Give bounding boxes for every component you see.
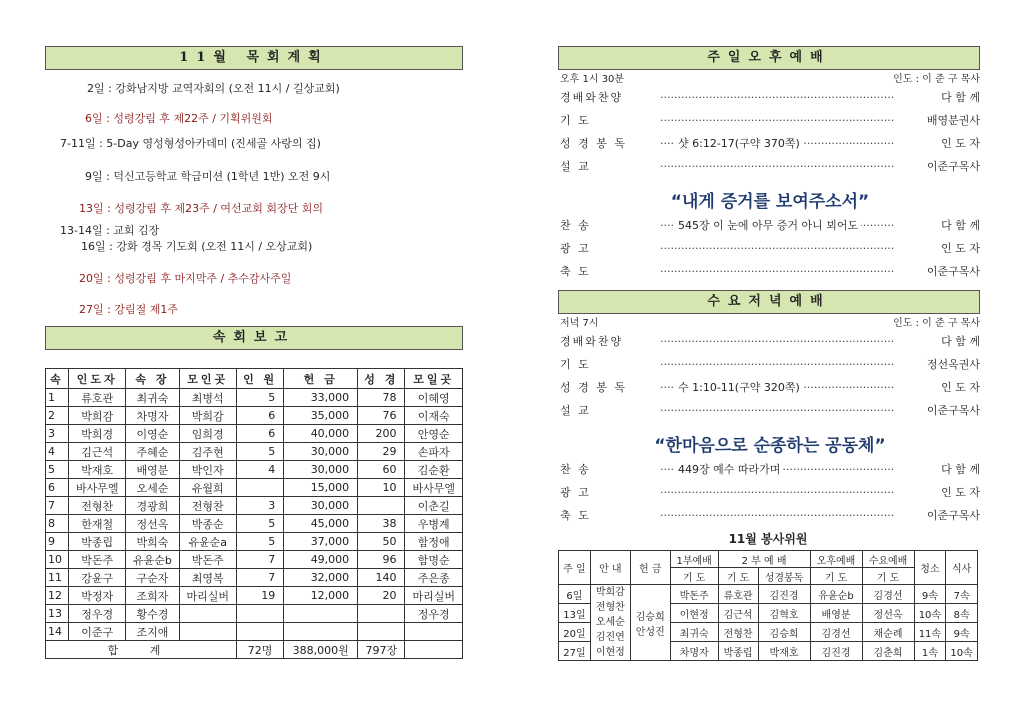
service-head: 헌 금 (630, 551, 670, 585)
report-cell: 4 (46, 443, 69, 461)
dot-leader (660, 485, 895, 501)
dot-leader (660, 241, 895, 257)
report-cell: 이춘길 (405, 497, 463, 515)
report-cell: 류호관 (68, 389, 125, 407)
report-cell: 20 (358, 587, 405, 605)
order-person: 다 함 께 (941, 463, 980, 476)
report-cell: 정우경 (405, 605, 463, 623)
service-table (558, 550, 978, 661)
report-cell: 35,000 (284, 407, 358, 425)
order-row (560, 485, 980, 501)
report-cell: 11 (46, 569, 69, 587)
order-person: 이준구목사 (926, 160, 980, 173)
order-item: 찬 송 (560, 463, 591, 476)
report-cell: 박돈주 (68, 551, 125, 569)
order-detail: 449장 예수 따라가며 (675, 462, 783, 478)
col-header: 속 (46, 369, 69, 389)
order-item: 성 경 봉 독 (560, 137, 627, 150)
report-cell: 15,000 (284, 479, 358, 497)
service-head: 주 일 (559, 551, 591, 585)
order-item: 경배와찬양 (560, 91, 624, 104)
service-cell: 이현정 (670, 604, 718, 623)
guide-name: 전형찬 (595, 602, 625, 613)
service-cell: 박재호 (758, 642, 810, 661)
report-cell (358, 497, 405, 515)
report-cell: 5 (236, 389, 283, 407)
service-cell: 9속 (946, 623, 978, 642)
order-row (560, 508, 980, 524)
afternoon-title: 주일오후예배 (707, 50, 831, 65)
order-row (560, 113, 980, 129)
report-cell: 조지애 (126, 623, 179, 641)
service-cell: 7속 (946, 585, 978, 604)
service-cell: 8속 (946, 604, 978, 623)
service-cell: 김춘희 (862, 642, 914, 661)
order-person: 인 도 자 (941, 486, 980, 499)
order-row (560, 90, 980, 106)
report-cell: 유윤순a (179, 533, 236, 551)
service-head: 안 내 (590, 551, 630, 585)
service-cell: 27일 (559, 642, 591, 661)
service-cell: 최귀숙 (670, 623, 718, 642)
total-label: 합 계 (46, 641, 237, 659)
order-item: 설 교 (560, 160, 591, 173)
report-cell: 4 (236, 461, 283, 479)
report-cell (358, 623, 405, 641)
report-cell: 140 (358, 569, 405, 587)
report-cell: 박희경 (68, 425, 125, 443)
schedule-item: 2일 : 강화남지방 교역자회의 (오전 11시 / 길상교회) (87, 82, 340, 95)
report-body (46, 389, 463, 641)
service-cell: 1속 (914, 642, 946, 661)
report-cell: 29 (358, 443, 405, 461)
report-cell: 7 (46, 497, 69, 515)
service-subhead: 기 도 (862, 568, 914, 585)
dot-leader (660, 357, 895, 373)
report-cell: 이영순 (126, 425, 179, 443)
report-cell: 구순자 (126, 569, 179, 587)
dot-leader (660, 113, 895, 129)
report-cell: 6 (236, 425, 283, 443)
dot-leader (660, 403, 895, 419)
report-header-row (46, 369, 463, 389)
afternoon-meta (560, 72, 980, 88)
report-cell: 전형찬 (179, 497, 236, 515)
report-cell: 19 (236, 587, 283, 605)
service-row (559, 585, 978, 604)
report-cell: 6 (236, 407, 283, 425)
service-head: 식사 (946, 551, 978, 585)
report-row (46, 605, 463, 623)
total-offering: 388,000원 (284, 641, 358, 659)
total-empty (405, 641, 463, 659)
service-head-row (559, 551, 978, 568)
service-head: 오후예배 (810, 551, 862, 568)
report-cell: 10 (46, 551, 69, 569)
report-cell: 박종립 (68, 533, 125, 551)
service-cell: 김혁호 (758, 604, 810, 623)
guide-name: 오세순 (595, 617, 625, 628)
report-cell (236, 623, 283, 641)
report-cell: 96 (358, 551, 405, 569)
order-item: 축 도 (560, 509, 591, 522)
service-cell: 김경선 (810, 623, 862, 642)
report-cell: 박재호 (68, 461, 125, 479)
service-head: 청소 (914, 551, 946, 585)
afternoon-sermon-title: “내게 증거를 보여주소서” (670, 192, 870, 212)
report-cell: 50 (358, 533, 405, 551)
dot-leader (660, 159, 895, 175)
service-subhead: 기 도 (670, 568, 718, 585)
order-person: 인 도 자 (941, 242, 980, 255)
service-cell: 9속 (914, 585, 946, 604)
total-people: 72명 (236, 641, 283, 659)
wednesday-header (558, 290, 980, 314)
report-cell (284, 623, 358, 641)
report-cell: 14 (46, 623, 69, 641)
dot-leader (660, 90, 895, 106)
report-cell: 유월희 (179, 479, 236, 497)
report-cell: 최영복 (179, 569, 236, 587)
schedule-item: 20일 : 성령강림 후 마지막주 / 추수감사주일 (79, 272, 292, 285)
wednesday-order (560, 316, 980, 526)
order-row (560, 357, 980, 373)
report-cell: 오세순 (126, 479, 179, 497)
schedule-item: 27일 : 강림절 제1주 (79, 303, 178, 316)
report-table (45, 368, 463, 659)
report-cell: 5 (236, 515, 283, 533)
service-offering (630, 585, 670, 661)
report-cell: 60 (358, 461, 405, 479)
report-cell: 배영분 (126, 461, 179, 479)
report-cell: 5 (236, 533, 283, 551)
report-cell: 임희경 (179, 425, 236, 443)
report-cell: 38 (358, 515, 405, 533)
order-person: 이준구목사 (926, 404, 980, 417)
report-cell: 차명자 (126, 407, 179, 425)
schedule-item: 6일 : 성령강림 후 제22주 / 기획위원회 (85, 112, 273, 125)
report-cell: 바사무엘 (405, 479, 463, 497)
col-header: 인도자 (68, 369, 125, 389)
order-row (560, 241, 980, 257)
report-cell: 200 (358, 425, 405, 443)
col-header: 성 경 (358, 369, 405, 389)
order-person: 정선옥권사 (926, 358, 980, 371)
offering-name: 김승희 (635, 611, 665, 623)
report-row (46, 551, 463, 569)
report-cell: 김주현 (179, 443, 236, 461)
afternoon-order (560, 72, 980, 287)
service-subhead: 성경봉독 (758, 568, 810, 585)
order-item: 경배와찬양 (560, 335, 624, 348)
report-cell (284, 605, 358, 623)
report-cell: 주혜순 (126, 443, 179, 461)
service-cell: 류호관 (718, 585, 758, 604)
report-cell: 박희숙 (126, 533, 179, 551)
report-cell: 32,000 (284, 569, 358, 587)
report-cell: 5 (46, 461, 69, 479)
report-cell: 김순환 (405, 461, 463, 479)
report-cell: 정선옥 (126, 515, 179, 533)
report-row (46, 461, 463, 479)
report-cell: 박정자 (68, 587, 125, 605)
report-header (45, 326, 463, 350)
report-cell: 6 (46, 479, 69, 497)
service-cell: 11속 (914, 623, 946, 642)
order-detail: 545장 이 눈에 아무 증거 아니 뵈어도 (675, 218, 861, 234)
report-cell: 13 (46, 605, 69, 623)
report-cell: 30,000 (284, 443, 358, 461)
wednesday-sermon-title: “한마음으로 순종하는 공동체” (654, 436, 886, 456)
report-cell: 박종순 (179, 515, 236, 533)
report-cell: 박돈주 (179, 551, 236, 569)
report-cell: 이준구 (68, 623, 125, 641)
service-cell: 20일 (559, 623, 591, 642)
report-row (46, 569, 463, 587)
report-cell: 이재숙 (405, 407, 463, 425)
service-cell: 박돈주 (670, 585, 718, 604)
service-cell: 김승희 (758, 623, 810, 642)
schedule-header (45, 46, 463, 70)
order-item: 광 고 (560, 242, 591, 255)
report-row (46, 497, 463, 515)
report-cell: 박희감 (179, 407, 236, 425)
service-cell: 전형찬 (718, 623, 758, 642)
offering-name: 안성진 (635, 626, 665, 638)
order-item: 찬 송 (560, 219, 591, 232)
service-subhead: 기 도 (718, 568, 758, 585)
wednesday-meta (560, 316, 980, 332)
report-cell: 주은종 (405, 569, 463, 587)
total-bible: 797장 (358, 641, 405, 659)
schedule-item: 9일 : 덕신고등학교 학급미션 (1학년 1반) 오전 9시 (85, 170, 331, 183)
order-row (560, 218, 980, 234)
report-row (46, 533, 463, 551)
order-person: 다 함 께 (941, 219, 980, 232)
report-cell: 한재철 (68, 515, 125, 533)
order-item: 기 도 (560, 358, 591, 371)
report-cell: 손파자 (405, 443, 463, 461)
report-row (46, 479, 463, 497)
report-cell: 30,000 (284, 497, 358, 515)
afternoon-header (558, 46, 980, 70)
col-header: 모인곳 (179, 369, 236, 389)
report-cell: 9 (46, 533, 69, 551)
schedule-item: 13일 : 성령강림 후 제23주 / 여선교회 회장단 회의 (79, 202, 324, 215)
order-row (560, 403, 980, 419)
report-cell (236, 605, 283, 623)
order-item: 기 도 (560, 114, 591, 127)
schedule-title: 11월 목회계획 (179, 50, 329, 65)
report-row (46, 515, 463, 533)
report-cell (405, 623, 463, 641)
afternoon-time: 오후 1시 30분 (560, 74, 625, 85)
report-cell: 7 (236, 569, 283, 587)
dot-leader (660, 264, 895, 280)
report-row (46, 443, 463, 461)
col-header: 속 장 (126, 369, 179, 389)
service-cell: 10속 (946, 642, 978, 661)
schedule-item: 16일 : 강화 경목 기도회 (오전 11시 / 오상교회) (81, 240, 313, 253)
report-cell: 안영순 (405, 425, 463, 443)
report-cell: 40,000 (284, 425, 358, 443)
report-cell: 조희자 (126, 587, 179, 605)
service-subhead: 기 도 (810, 568, 862, 585)
report-cell: 이혜영 (405, 389, 463, 407)
order-row (560, 159, 980, 175)
report-cell: 바사무엘 (68, 479, 125, 497)
service-cell: 10속 (914, 604, 946, 623)
report-cell: 유윤순b (126, 551, 179, 569)
service-cell: 배영분 (810, 604, 862, 623)
order-person: 다 함 께 (941, 335, 980, 348)
report-row (46, 587, 463, 605)
order-row (560, 136, 980, 152)
report-cell: 마리실버 (405, 587, 463, 605)
guide-name: 김진연 (595, 632, 625, 643)
guide-name: 박희감 (595, 587, 625, 598)
service-cell: 김진경 (758, 585, 810, 604)
service-cell: 김경선 (862, 585, 914, 604)
schedule-item: 13-14일 : 교회 김장 (60, 224, 160, 237)
report-title: 속회보고 (212, 330, 296, 345)
report-cell: 1 (46, 389, 69, 407)
order-person: 다 함 께 (941, 91, 980, 104)
report-cell: 12 (46, 587, 69, 605)
dot-leader (660, 334, 895, 350)
report-cell: 박인자 (179, 461, 236, 479)
guide-name: 이현정 (595, 647, 625, 658)
service-cell: 채순례 (862, 623, 914, 642)
report-cell: 경광희 (126, 497, 179, 515)
schedule-item: 7-11일 : 5-Day 영성형성아카데미 (진세골 사랑의 집) (60, 137, 321, 150)
wednesday-time: 저녁 7시 (560, 318, 599, 329)
order-person: 인 도 자 (941, 137, 980, 150)
order-person: 이준구목사 (926, 265, 980, 278)
order-row (560, 462, 980, 478)
report-total-row (46, 641, 463, 659)
service-cell: 김근석 (718, 604, 758, 623)
report-row (46, 425, 463, 443)
order-detail: 샷 6:12-17(구약 370쪽) (675, 136, 803, 152)
report-cell: 45,000 (284, 515, 358, 533)
order-person: 배영분권사 (926, 114, 980, 127)
report-cell: 3 (236, 497, 283, 515)
report-cell: 12,000 (284, 587, 358, 605)
col-header: 인 원 (236, 369, 283, 389)
service-head: 2 부 예 배 (718, 551, 810, 568)
report-cell (179, 605, 236, 623)
report-row (46, 407, 463, 425)
afternoon-leader: 인도 : 이 준 구 목사 (893, 74, 980, 85)
order-detail: 수 1:10-11(구약 320쪽) (675, 380, 803, 396)
service-guide (590, 585, 630, 661)
col-header: 모일곳 (405, 369, 463, 389)
report-cell (236, 479, 283, 497)
report-cell: 76 (358, 407, 405, 425)
report-cell: 8 (46, 515, 69, 533)
report-cell: 7 (236, 551, 283, 569)
report-cell (358, 605, 405, 623)
report-cell: 33,000 (284, 389, 358, 407)
report-cell: 5 (236, 443, 283, 461)
service-cell: 6일 (559, 585, 591, 604)
report-cell: 함정애 (405, 533, 463, 551)
service-cell: 정선옥 (862, 604, 914, 623)
service-head: 수요예배 (862, 551, 914, 568)
report-cell: 황수경 (126, 605, 179, 623)
order-person: 이준구목사 (926, 509, 980, 522)
report-cell: 30,000 (284, 461, 358, 479)
report-row (46, 389, 463, 407)
service-title: 11월 봉사위원 (728, 532, 808, 546)
wednesday-title: 수요저녁예배 (707, 294, 831, 309)
report-cell (179, 623, 236, 641)
report-cell: 우병계 (405, 515, 463, 533)
report-cell: 박희감 (68, 407, 125, 425)
service-cell: 박종립 (718, 642, 758, 661)
col-header: 헌 금 (284, 369, 358, 389)
report-cell: 함명순 (405, 551, 463, 569)
service-cell: 유윤순b (810, 585, 862, 604)
report-cell: 78 (358, 389, 405, 407)
service-cell: 김진경 (810, 642, 862, 661)
service-cell: 차명자 (670, 642, 718, 661)
order-row (560, 380, 980, 396)
report-cell: 강윤구 (68, 569, 125, 587)
report-cell: 2 (46, 407, 69, 425)
order-row (560, 264, 980, 280)
report-cell: 정우경 (68, 605, 125, 623)
report-row (46, 623, 463, 641)
report-cell: 49,000 (284, 551, 358, 569)
report-cell: 3 (46, 425, 69, 443)
wednesday-leader: 인도 : 이 준 구 목사 (893, 318, 980, 329)
report-cell: 37,000 (284, 533, 358, 551)
report-cell: 김근석 (68, 443, 125, 461)
order-item: 광 고 (560, 486, 591, 499)
report-cell: 전형찬 (68, 497, 125, 515)
report-cell: 10 (358, 479, 405, 497)
order-row (560, 334, 980, 350)
report-cell: 마리실버 (179, 587, 236, 605)
report-cell: 최귀숙 (126, 389, 179, 407)
report-cell: 최병석 (179, 389, 236, 407)
order-item: 설 교 (560, 404, 591, 417)
order-item: 성 경 봉 독 (560, 381, 627, 394)
service-cell: 13일 (559, 604, 591, 623)
order-item: 축 도 (560, 265, 591, 278)
order-person: 인 도 자 (941, 381, 980, 394)
dot-leader (660, 508, 895, 524)
service-head: 1부예배 (670, 551, 718, 568)
